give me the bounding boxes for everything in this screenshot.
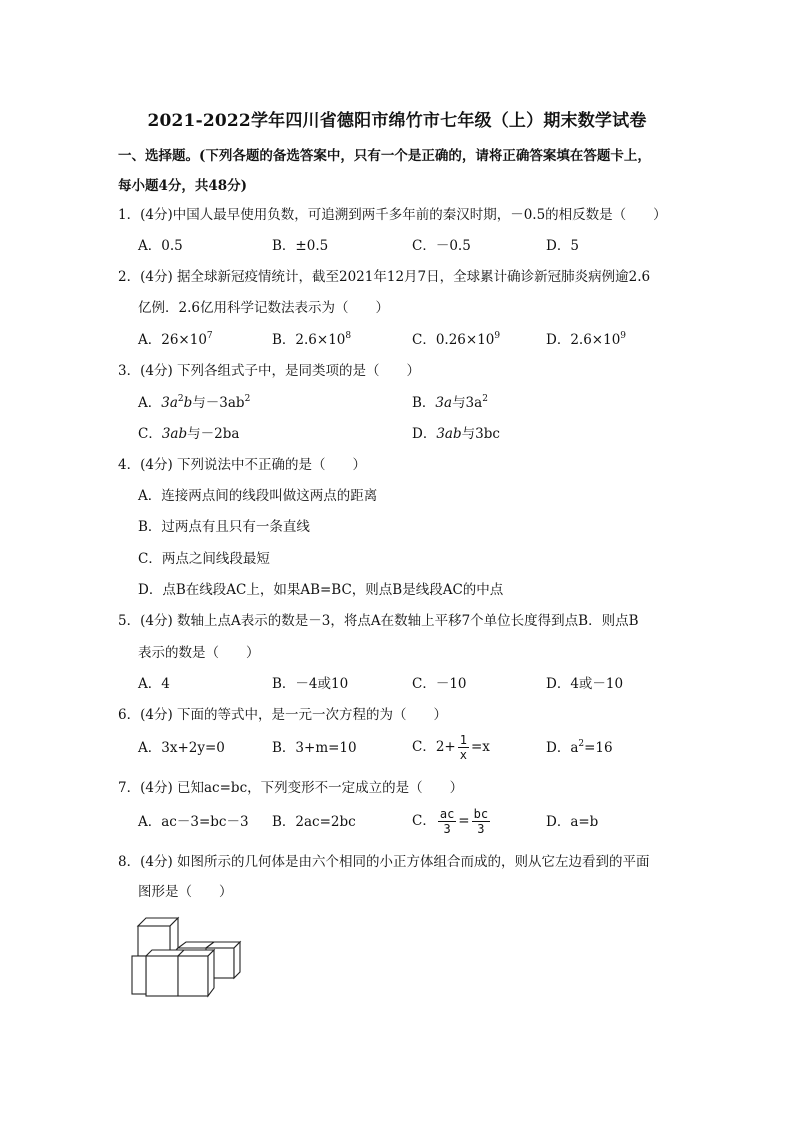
section-heading-line1: 一、选择题。(下列各题的备选答案中，只有一个是正确的，请将正确答案填在答题卡上， [118, 148, 651, 164]
question-1-option-c: C．－0.5 [412, 238, 471, 254]
question-5-stem-line2: 表示的数是（ ） [138, 645, 260, 661]
question-5-option-a: A．4 [138, 676, 170, 692]
question-7-stem: 7．(4分) 已知ac=bc，下列变形不一定成立的是（ ） [118, 780, 464, 796]
question-4-option-d: D．点B在线段AC上，如果AB=BC，则点B是线段AC的中点 [138, 582, 504, 598]
cube-stack-figure [128, 912, 248, 1004]
question-3-option-b: B．3a与$3a^2$ [412, 394, 488, 411]
section-heading-line2: 每小题4分，共48分) [118, 178, 248, 194]
question-7-option-c: C． $\frac{ac}{3}$ = $\frac{bc}{3}$ [412, 807, 489, 836]
question-3-option-d: D．3ab与3bc [412, 426, 500, 442]
question-7-option-a: A．ac－3=bc－3 [138, 814, 249, 830]
fraction-ac-over-3: $\frac{ac}{3}$ [439, 807, 455, 836]
question-8-stem-line1: 8．(4分) 如图所示的几何体是由六个相同的小正方体组合而成的，则从它左边看到的平面 [118, 854, 650, 870]
question-1-stem: 1．(4分)中国人最早使用负数，可追溯到两千多年前的秦汉时期，－0.5的相反数是（ ） [118, 207, 667, 223]
question-5-stem-line1: 5．(4分) 数轴上点A表示的数是－3，将点A在数轴上平移7个单位长度得到点B．则点B [118, 613, 639, 629]
question-6-stem: 6．(4分) 下面的等式中，是一元一次方程的为（ ） [118, 707, 448, 723]
question-5-option-c: C．－10 [412, 676, 467, 692]
page-title: 2021-2022学年四川省德阳市绵竹市七年级（上）期末数学试卷 [147, 111, 647, 131]
back-cube-right-face [234, 942, 240, 978]
question-6-option-d: D．$a^2=16$ [546, 739, 613, 756]
question-6-option-a: A．3x+2y=0 [138, 740, 225, 756]
question-7-option-d: D．a=b [546, 814, 599, 830]
question-1-option-d: D．5 [546, 238, 579, 254]
question-1-option-a: A．0.5 [138, 238, 183, 254]
question-5-option-d: D．4或－10 [546, 676, 624, 692]
question-2-stem-line2: 亿例．2.6亿用科学记数法表示为（ ） [138, 300, 389, 316]
question-1-option-b: B．±0.5 [272, 238, 329, 254]
question-7-option-b: B．2ac=2bc [272, 814, 356, 830]
front-cube-front-face-1 [146, 956, 178, 996]
question-2-option-c: C．$0.26\times 10^9$ [412, 331, 501, 348]
question-4-option-c: C．两点之间线段最短 [138, 551, 270, 567]
question-2-option-a: A．$26\times 10^7$ [138, 331, 213, 348]
question-3-option-c: C．3ab与－2ba [138, 426, 240, 442]
left-cube-front-face [132, 956, 146, 994]
question-2-option-b: B．$2.6\times 10^8$ [272, 331, 352, 348]
question-3-stem: 3．(4分) 下列各组式子中，是同类项的是（ ） [118, 363, 421, 379]
question-6-option-c: C．2+ $\frac{1}{x}$ =x [412, 733, 490, 762]
front-cube-right-face [208, 950, 214, 996]
fraction-one-over-x: $\frac{1}{x}$ [459, 733, 467, 762]
question-4-option-a: A．连接两点间的线段叫做这两点的距离 [138, 488, 378, 504]
question-4-option-b: B．过两点有且只有一条直线 [138, 519, 310, 535]
question-3-option-a: A．$3a^2b$与$-3ab^2$ [138, 394, 251, 411]
question-2-option-d: D．$2.6\times 10^9$ [546, 331, 627, 348]
question-6-option-b: B．3+m=10 [272, 740, 357, 756]
front-cube-front-face-2 [178, 956, 208, 996]
question-4-stem: 4．(4分) 下列说法中不正确的是（ ） [118, 457, 367, 473]
question-8-stem-line2: 图形是（ ） [138, 884, 233, 900]
question-5-option-b: B．－4或10 [272, 676, 349, 692]
question-2-stem-line1: 2．(4分) 据全球新冠疫情统计，截至2021年12月7日，全球累计确诊新冠肺炎病例逾2.6 [118, 269, 651, 285]
fraction-bc-over-3: $\frac{bc}{3}$ [473, 807, 489, 836]
